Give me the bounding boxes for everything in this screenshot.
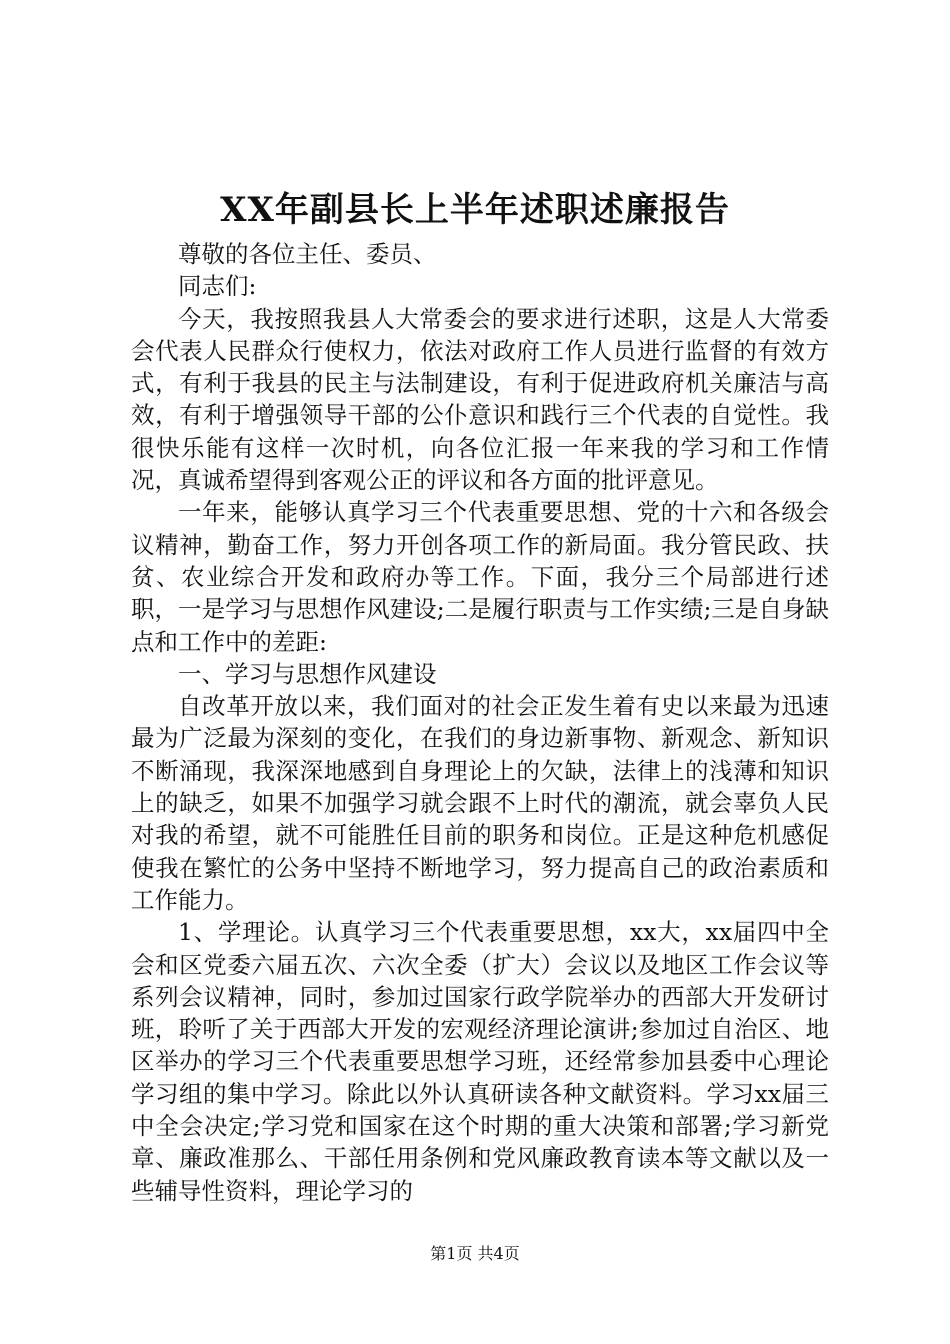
section-heading: 一、学习与思想作风建设: [178, 659, 437, 688]
body-paragraph: 1、学理论。认真学习三个代表重要思想，xx大，xx届四中全会和区党委六届五次、六次全委（扩大）会议以及地区工作会议等系列会议精神，同时，参加过国家行政学院举办的西部大开发研讨班，聆听了关于西部大开发的宏观经济理论演讲;参加过自治区、地区举办的学习三个代表重要思想学习班，还经常参加县委中心理论学习组的集中学习。除此以外认真研读各种文献资料。学习xx届三中全会决定;学习党和国家在这个时期的重大决策和部署;学习新党章、廉政准那么、干部任用条例和党风廉政教育读本等文献以及一些辅导性资料，理论学习的: [131, 918, 829, 1205]
body-paragraph: 今天，我按照我县人大常委会的要求进行述职，这是人大常委会代表人民群众行使权力，依法对政府工作人员进行监督的有效方式，有利于我县的民主与法制建设，有利于促进政府机关廉洁与高效，有利于增强领导干部的公仆意识和践行三个代表的自觉性。我很快乐能有这样一次时机，向各位汇报一年来我的学习和工作情况，真诚希望得到客观公正的评议和各方面的批评意见。: [131, 304, 829, 495]
salutation-line: 尊敬的各位主任、委员、: [178, 240, 437, 268]
body-paragraph: 自改革开放以来，我们面对的社会正发生着有史以来最为迅速最为广泛最为深刻的变化，在我们的身边新事物、新观念、新知识不断涌现，我深深地感到自身理论上的欠缺，法律上的浅薄和知识上的缺乏，如果不加强学习就会跟不上时代的潮流，就会辜负人民对我的希望，就不可能胜任目前的职务和岗位。正是这种危机感促使我在繁忙的公务中坚持不断地学习，努力提高自己的政治素质和工作能力。: [131, 692, 829, 914]
document-title: XX年副县长上半年述职述廉报告: [220, 190, 730, 230]
body-paragraph: 一年来，能够认真学习三个代表重要思想、党的十六和各级会议精神，勤奋工作，努力开创各项工作的新局面。我分管民政、扶贫、农业综合开发和政府办等工作。下面，我分三个局部进行述职，一是学习与思想作风建设;二是履行职责与工作实绩;三是自身缺点和工作中的差距:: [131, 498, 829, 656]
page-footer: 第1页 共4页: [430, 1244, 520, 1263]
document-body: [131, 238, 829, 1207]
salutation-line: 同志们:: [178, 272, 257, 301]
